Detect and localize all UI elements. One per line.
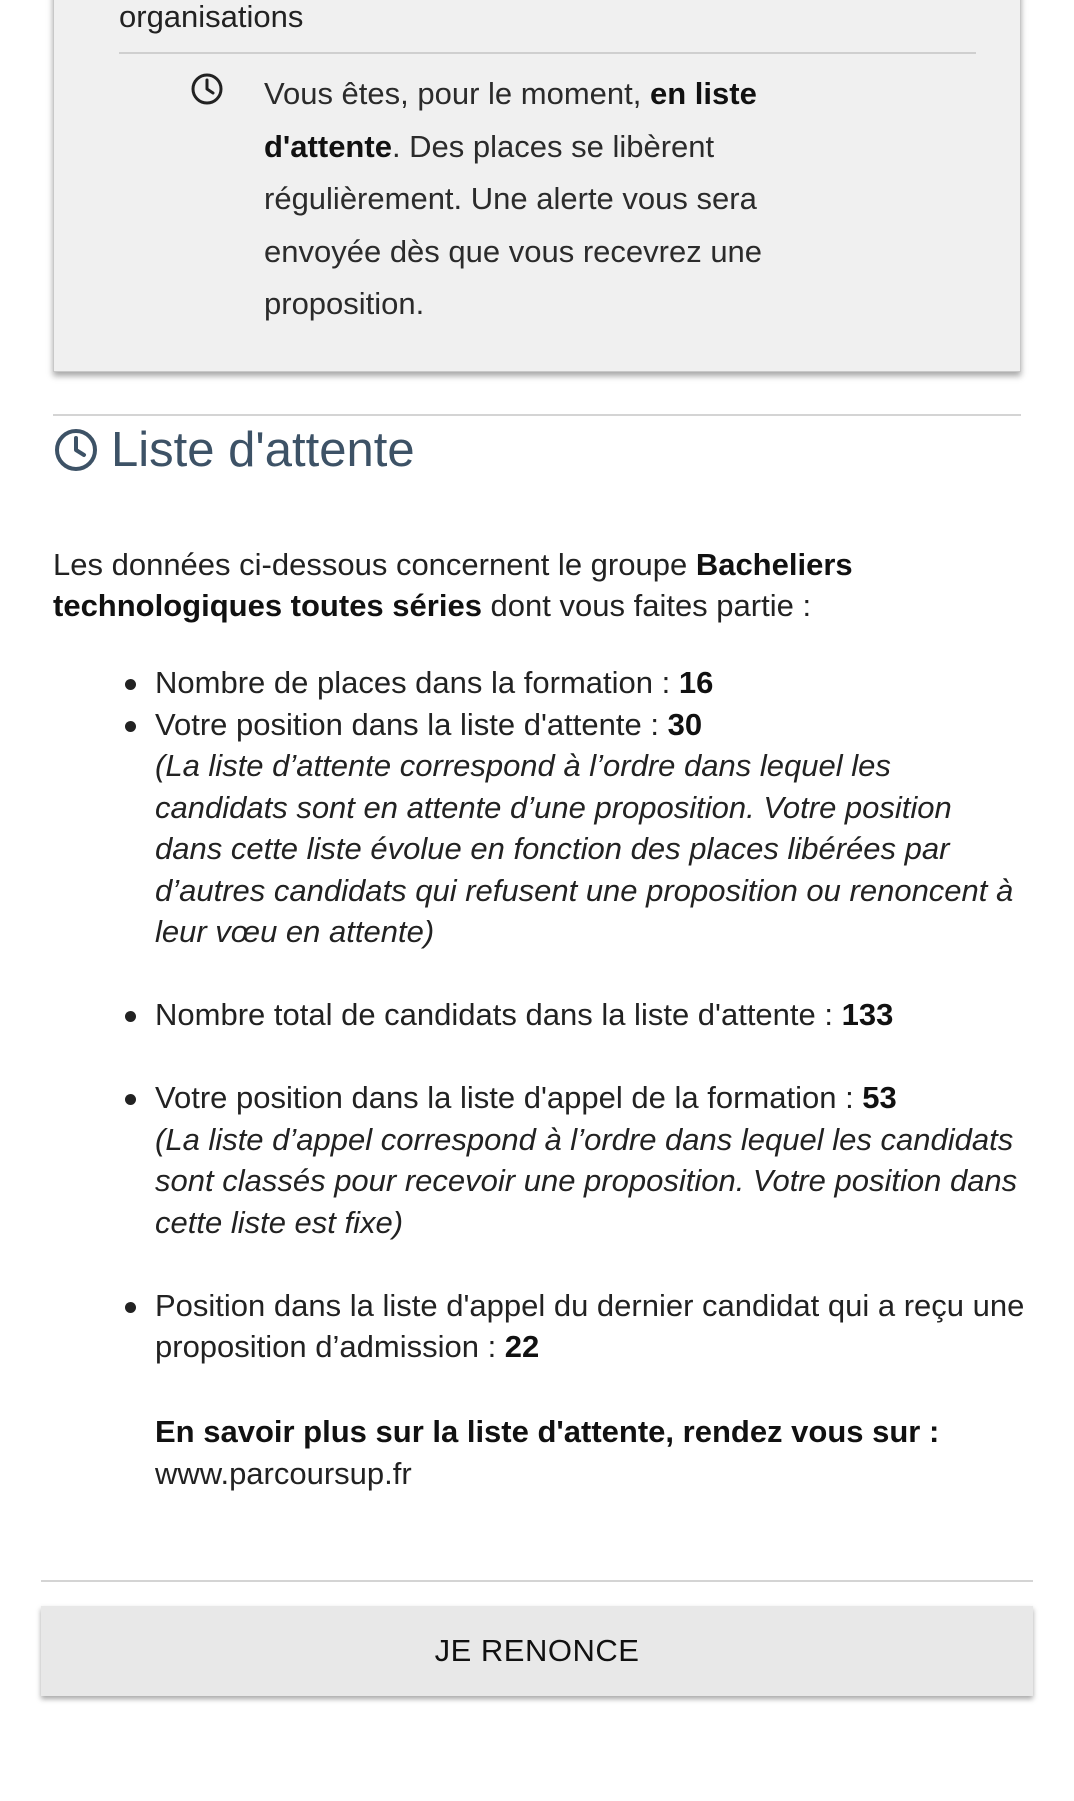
item-value: 133 [841,997,894,1032]
bullet [125,679,136,690]
list-item [155,704,1025,953]
bottom-divider [41,1580,1033,1582]
bullet [125,1094,136,1105]
intro-part2: dont vous faites partie : [481,588,812,623]
item-value: 16 [678,665,714,700]
bullet [125,1302,136,1313]
bullet [125,1011,136,1022]
section-title-text: Liste d'attente [111,423,415,477]
section-divider [53,414,1021,416]
item-label: Votre position dans la liste d'attente : [155,706,668,742]
list-item [155,1077,1025,1243]
bullet [125,721,136,732]
item-label: Votre position dans la liste d'appel de la formation : [155,1080,863,1115]
more-info [155,1411,1015,1494]
item-value: 53 [862,1080,897,1115]
waitlist-details-list [155,662,1025,1368]
waitlist-status-message [264,68,834,331]
item-note: (La liste d’attente correspond à l’ordre dans lequel les candidats sont en attente d’une proposition. Votre position dans cette liste évolue en fonction des places libérées par d’autres candidats qui refusent une proposition ou renoncent à leur vœu en attente) [155,748,1014,949]
renounce-button[interactable]: JE RENONCE [41,1606,1033,1696]
item-note: (La liste d’appel correspond à l’ordre dans lequel les candidats sont classés pour recevoir une proposition. Votre position dans cette liste est fixe) [155,1121,1018,1240]
list-item [155,994,1025,1036]
clock-icon [189,71,225,107]
section-title [53,418,415,482]
status-text-part2: . Des places se libèrent régulièrement. Une alerte vous sera envoyée dès que vous recevrez une proposition. [264,128,763,321]
intro-group-name: Bacheliers technologiques toutes séries [53,547,853,623]
item-value: 30 [667,706,703,742]
card-divider [119,52,976,54]
item-label: Position dans la liste d'appel du dernier candidat qui a reçu une proposition d’admission : [155,1287,1025,1364]
clock-icon [53,427,99,473]
intro-paragraph [53,544,1013,626]
item-label: Nombre de places dans la formation : [155,665,679,700]
status-text-bold: en liste d'attente [264,76,757,164]
list-item [155,662,1025,704]
parcoursup-link[interactable]: www.parcoursup.fr [155,1455,412,1491]
more-info-text: En savoir plus sur la liste d'attente, rendez vous sur : [155,1414,940,1449]
status-text-part1: Vous êtes, pour le moment, [264,76,650,111]
list-item [155,1285,1025,1368]
status-card [53,0,1021,372]
card-top-text: organisations [119,0,304,34]
item-value: 22 [504,1329,540,1364]
intro-part1: Les données ci-dessous concernent le groupe [53,547,696,582]
item-label: Nombre total de candidats dans la liste d'attente : [155,997,842,1032]
